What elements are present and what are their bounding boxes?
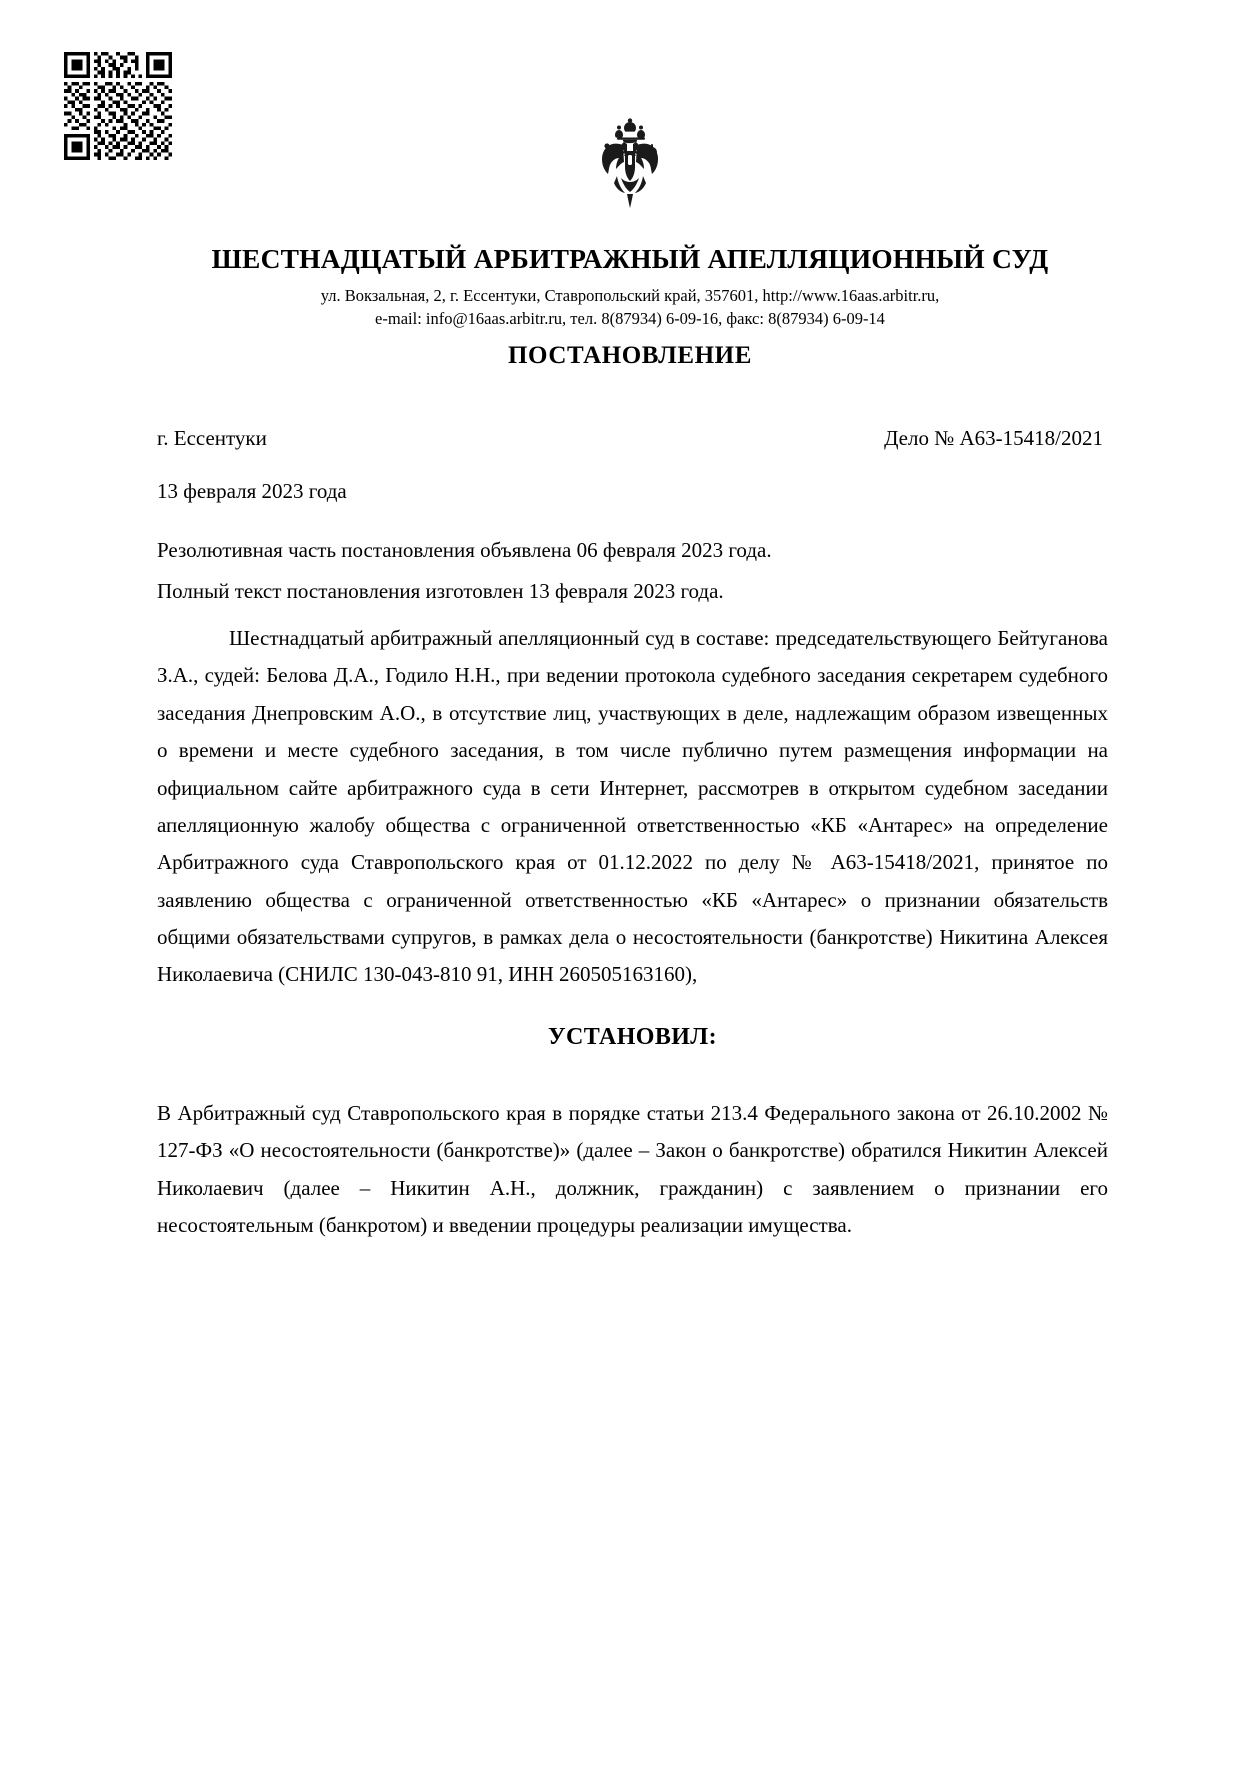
court-address-line: ул. Вокзальная, 2, г. Ессентуки, Ставропольский край, 357601, http://www.16aas.arbitr.ru, <box>320 285 940 305</box>
section-heading-ustanovil: УСТАНОВИЛ: <box>548 1023 717 1050</box>
coat-of-arms-icon <box>0 118 1260 218</box>
announcement-block <box>157 530 1103 612</box>
full-text-prepared-line: Полный текст постановления изготовлен 13 февраля 2023 года. <box>157 578 724 603</box>
document-meta <box>157 428 1103 504</box>
document-body <box>157 620 1108 1244</box>
city-label: г. Ессентуки <box>157 426 267 450</box>
intro-paragraph: Шестнадцатый арбитражный апелляционный суд в составе: председательствующего Бейтуганова З.А., судей: Белова Д.А., Годило Н.Н., при ведении протокола судебного заседания секретарем судебного заседания Днепровским А.О., в отсутствие лиц, участвующих в деле, надлежащим образом извещенных о времени и месте судебного заседания, в том числе публично путем размещения информации на официальном сайте арбитражного суда в сети Интернет, рассмотрев в открытом судебном заседании апелляционную жалобу общества с ограниченной ответственностью «КБ «Антарес» на определение Арбитражного суда Ставропольского края от 01.12.2022 по делу № А63-15418/2021, принятое по заявлению общества с ограниченной ответственностью «КБ «Антарес» о признании обязательств общими обязательствами супругов, в рамках дела о несостоятельности (банкротстве) Никитина Алексея Николаевича (СНИЛС 130-043-810 91, ИНН 260505163160), <box>157 626 1108 987</box>
case-number: Дело № А63-15418/2021 <box>884 426 1103 450</box>
court-name: ШЕСТНАДЦАТЫЙ АРБИТРАЖНЫЙ АПЕЛЛЯЦИОННЫЙ СУД <box>211 243 1049 274</box>
document-date: 13 февраля 2023 года <box>157 479 347 503</box>
court-contacts-line: e-mail: info@16aas.arbitr.ru, тел. 8(87934) 6-09-16, факс: 8(87934) 6-09-14 <box>375 309 885 329</box>
resolution-announced-line: Резолютивная часть постановления объявлена 06 февраля 2023 года. <box>157 538 772 562</box>
body-paragraph: В Арбитражный суд Ставропольского края в порядке статьи 213.4 Федерального закона от 26.10.2002 № 127-ФЗ «О несостоятельности (банкротстве)» (далее – Закон о банкротстве) обратился Никитин Алексей Николаевич (далее – Никитин А.Н., должник, гражданин) с заявлением о признании его несостоятельным (банкротом) и введении процедуры реализации имущества. <box>157 1100 1108 1237</box>
findings-block <box>157 1095 1108 1245</box>
document-title: ПОСТАНОВЛЕНИЕ <box>507 342 753 369</box>
meta-row <box>157 428 1103 449</box>
court-contacts <box>150 284 1110 331</box>
court-header <box>150 243 1110 330</box>
